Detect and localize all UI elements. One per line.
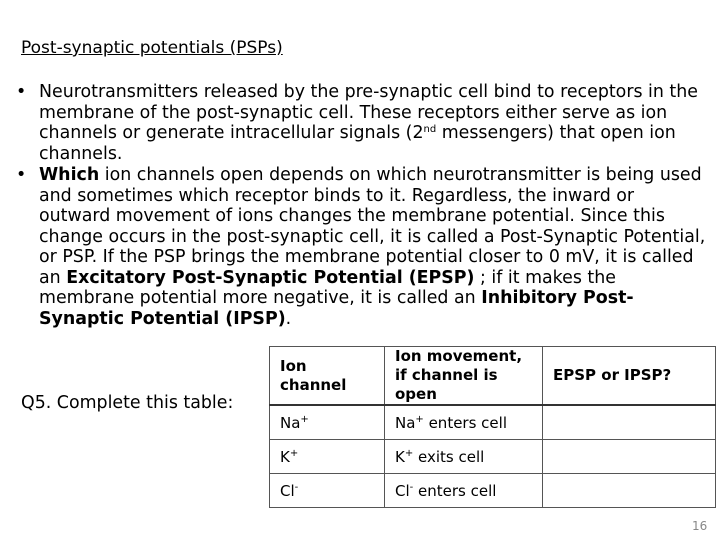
ion-cell: K+: [270, 440, 385, 474]
bullet-text: Neurotransmitters released by the pre-synaptic cell bind to receptors in the membrane of the post-synaptic cell. These receptors either serve as ion channels or generate intracellular signals (2: [39, 82, 698, 143]
answer-cell[interactable]: [543, 405, 716, 440]
header-line: Ion movement,: [395, 347, 523, 365]
ion-cell: Na+: [270, 405, 385, 440]
bullet-marker: •: [16, 82, 27, 102]
header-line: if channel is open: [395, 366, 498, 403]
movement-cell: K+ exits cell: [385, 440, 543, 474]
table-row: [270, 440, 716, 474]
answer-cell[interactable]: [543, 440, 716, 474]
bold-term: Which: [39, 165, 100, 185]
header-ion-movement: [385, 347, 543, 406]
table-row: [270, 474, 716, 508]
bullet-neurotransmitters: [16, 82, 706, 164]
header-epsp-ipsp: EPSP or IPSP?: [543, 347, 716, 406]
bold-term-ipsp: Inhibitory Post-Synaptic Potential (IPSP): [39, 288, 634, 329]
question-prompt: Q5. Complete this table:: [21, 393, 234, 413]
superscript: nd: [423, 124, 437, 135]
movement-cell: Cl- enters cell: [385, 474, 543, 508]
bullet-list: [16, 82, 706, 330]
table-row: [270, 405, 716, 440]
ion-channel-table: [269, 346, 716, 508]
bullet-text: ion channels open depends on which neurotransmitter is being used and sometimes which receptor binds to it. Regardless, the inward or outward movement of ions changes the membrane potential. Since this change occurs in the post-synaptic cell, it is called a Post-Synaptic Potential, or PSP. If the PSP brings the membrane potential closer to 0 mV, it is called an: [39, 165, 706, 288]
bullet-text: messengers) that open ion channels.: [39, 123, 676, 164]
movement-cell: Na+ enters cell: [385, 405, 543, 440]
header-ion-channel: Ion channel: [270, 347, 385, 406]
slide-title: Post-synaptic potentials (PSPs): [21, 38, 283, 58]
answer-cell[interactable]: [543, 474, 716, 508]
bullet-text: ; if it makes the membrane potential more negative, it is called an: [39, 267, 616, 308]
bullet-marker: •: [16, 165, 27, 185]
bold-term-epsp: Excitatory Post-Synaptic Potential (EPSP): [66, 267, 475, 288]
ion-cell: Cl-: [270, 474, 385, 508]
table-header-row: [270, 347, 716, 406]
bullet-which-channels: [16, 165, 706, 329]
page-number: 16: [692, 519, 708, 533]
bullet-text: .: [285, 308, 292, 329]
